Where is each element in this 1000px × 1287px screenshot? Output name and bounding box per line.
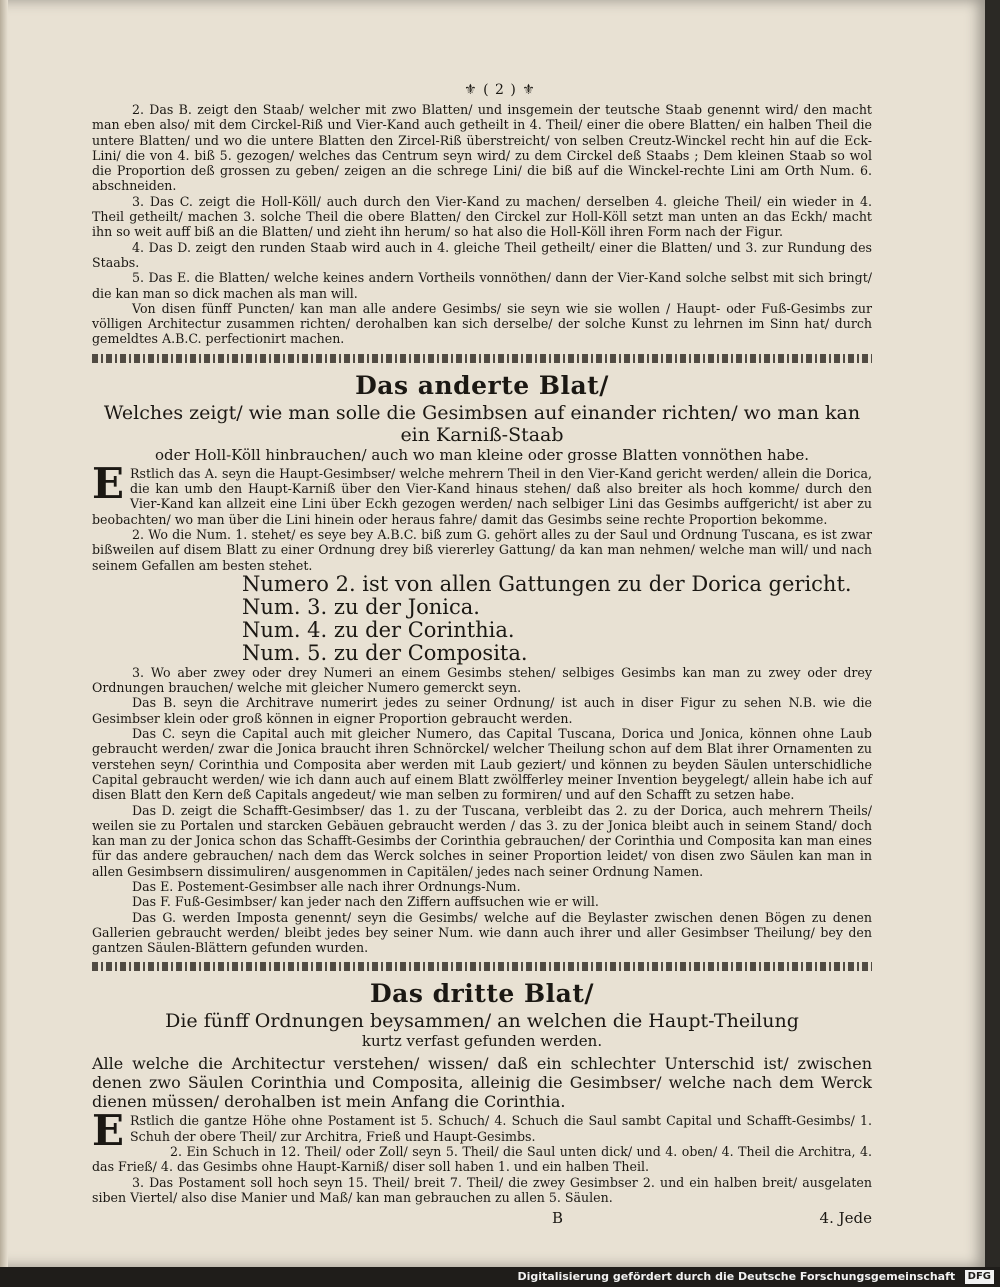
paragraph: 3. Das C. zeigt die Holl-Köll/ auch durch den Vier-Kand zu machen/ derselben 4. gleiche Theil/ ein wieder in 4. Theil getheilt/ machen 3. solche Theil die obere Blatten/ den Circkel zur Holl-Köll setzt man unten an das Eckh/ macht ihn so weit auff biß an die Blatten/ und zieht ihn herum/ so hat also die Holl-Köll ihren Form nach der Figur.	[92, 193, 872, 240]
section-heading: Das dritte Blat/	[369, 979, 594, 1009]
paragraph: 2. Das B. zeigt den Staab/ welcher mit zwo Blatten/ und insgemein der teutsche Staab genennt wird/ den macht man eben also/ mit dem Circkel-Riß und Vier-Kand auch getheilt in 4. Theil/ einer die obere Blatten/ ein halben Theil die untere Blatten/ und wo die untere Blatten den Zircel-Riß überstreicht/ von selben Creutz-Winckel recht hin auf die Eck-Lini/ die von 4. biß 5. gezogen/ welches das Centrum seyn wird/ zu dem Circkel deß Staabs ; Dem kleinen Staab so wol die Proportion deß grossen zu geben/ zeigen an die schrege Lini/ die biß auf die Winckel-rechte Lini am Orth Num. 6. abschneiden.	[92, 102, 872, 194]
numero-line: Numero 2. ist von allen Gattungen zu der Dorica gericht.	[242, 571, 852, 596]
paragraph: Das D. zeigt die Schafft-Gesimbser/ das 1. zu der Tuscana, verbleibt das 2. zu der Dorica, auch mehrern Theils/ weilen sie zu Portalen und starcken Gebäuen gebraucht werden / das 3. zu der Jonica bleibt auch in seinem Stand/ doch kan man zu der Jonica schon das Schafft-Gesimbs der Corinthia gebrauchen/ der Corinthia und Composita kan man eines für das andere gebrauchen/ nach dem das Werck solches in seiner Proportion leidet/ von disen zwo Säulen kan man in allen Gesimbsern dissimuliren/ ausgenommen in Capitälen/ jedes nach seiner Ordnung Namen.	[92, 802, 872, 879]
dfg-logo: DFG	[965, 1270, 994, 1284]
paragraph: Das C. seyn die Capital auch mit gleicher Numero, das Capital Tuscana, Dorica und Jonica, können ohne Laub gebraucht werden/ zwar die Jonica braucht ihren Schnörckel/ welcher Theilung schon auf dem Blat ihrer Ornamenten zu verstehen seyn/ Corinthia und Composita aber werden mit Laub geziert/ und können zu beyden Säulen unterschidliche Capital gebraucht werden/ wie ich dann auch auf einem Blatt zwölfferley meiner Invention beygelegt/ allein habe ich auf disen Blatt den Kern deß Capitals angedeut/ wie man selben zu formiren/ und auf den Schafft zu setzen habe.	[92, 726, 872, 803]
page-number: ⚜ ( 2 ) ⚜	[464, 82, 536, 98]
paragraph	[92, 1106, 872, 1156]
section-subheading: kurtz verfast gefunden werden.	[361, 1032, 603, 1051]
section-subheading: Die fünff Ordnungen beysammen/ an welchen die Haupt-Theilung	[165, 1010, 799, 1033]
section-subheading: oder Holl-Köll hinbrauchen/ auch wo man kleine oder grosse Blatten vonnöthen habe.	[155, 445, 809, 464]
paragraph	[92, 458, 872, 527]
paragraph: 5. Das E. die Blatten/ welche keines andern Vortheils vonnöthen/ dann der Vier-Kand solche selbst mit sich bringt/ die kan man so dick machen als man will.	[92, 270, 872, 301]
numero-line: Num. 4. zu der Corinthia.	[242, 617, 515, 642]
ornamental-divider	[92, 354, 872, 363]
section-heading: Das anderte Blat/	[355, 370, 609, 400]
ornamental-divider	[92, 962, 872, 971]
paragraph-text: Rstlich die gantze Höhe ohne Postament ist 5. Schuch/ 4. Schuch die Saul sambt Capital und Schafft-Gesimbs/ 1. Schuh der obere Theil/ zur Architra, Frieß und Haupt-Gesimbs.	[130, 1113, 872, 1144]
paragraph: Das G. werden Imposta genennt/ seyn die Gesimbs/ welche auf die Beylaster zwischen denen Bögen zu denen Gallerien gebraucht werden/ bleibt jedes bey seiner Num. wie dann auch ihrer und aller Gesimbser Theilung/ bey den gantzen Säulen-Blättern gefunden wurden.	[92, 909, 872, 956]
catchword: 4. Jede	[819, 1209, 872, 1228]
numero-line: Num. 5. zu der Composita.	[242, 640, 528, 665]
paragraph-text: Rstlich das A. seyn die Haupt-Gesimbser/ welche mehrern Theil in den Vier-Kand gericht werden/ allein die Dorica, die kan umb den Haupt-Karniß über den Vier-Kand hinaus stehen/ daß also breiter als hoch komme/ durch den Vier-Kand kan allzeit eine Lini über Eckh gezogen werden/ nach selbiger Lini das Gesimbs auffgericht/ ist aber zu beobachten/ wo man über die Lini hinein oder heraus fahre/ damit das Gesimbs seine rechte Proportion bekomme.	[92, 465, 872, 527]
paragraph: Das E. Postement-Gesimbser alle nach ihrer Ordnungs-Num.	[132, 878, 521, 894]
page-edge	[985, 0, 1000, 1267]
signature-mark: B	[552, 1209, 564, 1228]
text-block	[92, 102, 872, 1227]
drop-cap: E	[92, 1106, 125, 1156]
paragraph: 3. Das Postament soll hoch seyn 15. Theil/ breit 7. Theil/ die zwey Gesimbser 2. und ein halben breit/ ausgelaten siben Viertel/ also dise Manier und Maß/ kan man gebrauchen zu allen 5. Säulen.	[92, 1174, 872, 1205]
page-footer	[92, 1209, 872, 1227]
paragraph: 4. Das D. zeigt den runden Staab wird auch in 4. gleiche Theil getheilt/ einer die Blatten/ und 3. zur Rundung des Staabs.	[92, 239, 872, 270]
drop-cap: E	[92, 458, 125, 508]
paragraph: 3. Wo aber zwey oder drey Numeri an einem Gesimbs stehen/ selbiges Gesimbs kan man zu zwey oder drey Ordnungen brauchen/ welche mit gleicher Numero gemerckt seyn.	[92, 664, 872, 696]
paragraph: 2. Ein Schuch in 12. Theil/ oder Zoll/ seyn 5. Theil/ die Saul unten dick/ und 4. oben/ 4. Theil die Architra, 4. das Frieß/ 4. das Gesimbs ohne Haupt-Karniß/ diser soll haben 1. und ein halben Theil.	[92, 1144, 872, 1175]
numero-line: Num. 3. zu der Jonica.	[242, 594, 480, 619]
paragraph: Von disen fünff Puncten/ kan man alle andere Gesimbs/ sie seyn wie sie wollen / Haupt- oder Fuß-Gesimbs zur völligen Architectur zusammen richten/ derohalben kan sich derselbe/ der solche Kunst zu lehrnen im Sinn hat/ durch gemeldtes A.B.C. perfectionirt machen.	[92, 300, 872, 347]
paragraph: Das F. Fuß-Gesimbser/ kan jeder nach den Ziffern auffsuchen wie er will.	[132, 894, 599, 910]
digitization-credit-bar	[0, 1267, 1000, 1287]
paragraph: 2. Wo die Num. 1. stehet/ es seye bey A.B.C. biß zum G. gehört alles zu der Saul und Ordnung Tuscana, es ist zwar bißweilen auf disem Blatt zu einer Ordnung drey biß viererley Gattung/ da kan man nehmen/ welche man will/ und nach seinem Gefallen am besten stehet.	[92, 526, 872, 573]
paragraph: Alle welche die Architectur verstehen/ wissen/ daß ein schlechter Unterschid ist/ zwischen denen zwo Säulen Corinthia und Composita, alleinig die Gesimbser/ welche nach dem Werck dienen müssen/ derohalben ist mein Anfang die Corinthia.	[92, 1054, 872, 1112]
page-spine-shadow	[0, 0, 8, 1267]
paragraph: Das B. seyn die Architrave numerirt jedes zu seiner Ordnung/ ist auch in diser Figur zu sehen N.B. wie die Gesimbser klein oder groß können in eigner Proportion gebraucht werden.	[92, 695, 872, 726]
credit-text: Digitalisierung gefördert durch die Deutsche Forschungsgemeinschaft	[517, 1270, 956, 1283]
section-subheading: Welches zeigt/ wie man solle die Gesimbsen auf einander richten/ wo man kan ein Karniß-Staab	[103, 401, 861, 446]
